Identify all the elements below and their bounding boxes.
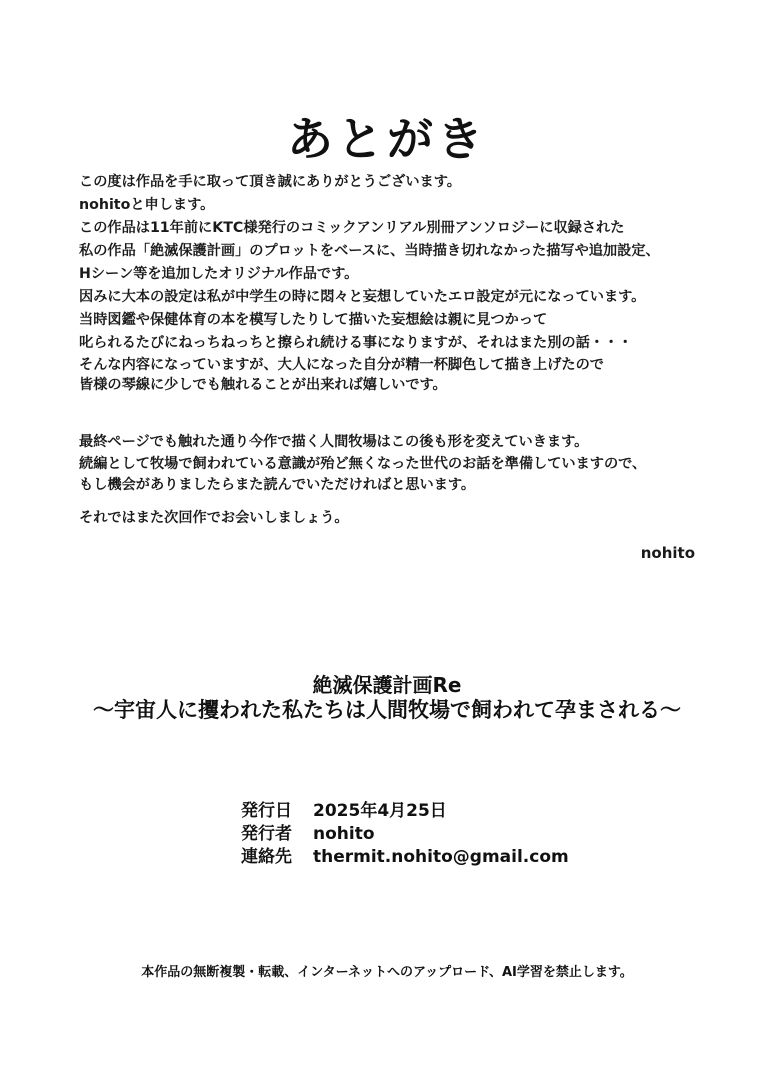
copyright-notice: 本作品の無断複製・転載、インターネットへのアップロード、AI学習を禁止します。 [141,965,633,980]
text-line: そんな内容になっていますが、大人になった自分が精一杯脚色して描き上げたので [79,357,604,373]
text-line: 叱られるたびにねっちねっちと擦られ続ける事になりますが、それはまた別の話・・・ [79,335,633,351]
colophon-row-publisher [241,823,569,846]
colophon-value: nohito [313,824,375,844]
author-signature: nohito [640,544,695,562]
colophon-label: 発行者 [241,824,292,844]
colophon-value: thermit.nohito@gmail.com [313,847,569,867]
colophon-value: 2025年4月25日 [313,801,447,821]
afterword-paragraph-2 [79,432,719,497]
colophon-label: 発行日 [241,801,292,821]
text-line: 最終ページでも触れた通り今作で描く人間牧場はこの後も形を変えていきます。 [79,434,589,450]
text-line: 因みに大本の設定は私が中学生の時に悶々と妄想していたエロ設定が元になっています。 [79,289,646,305]
text-line: 皆様の琴線に少しでも触れることが出来れば嬉しいです。 [79,377,447,393]
text-line: もし機会がありましたらまた読んでいただければと思います。 [79,477,476,493]
page-title: あとがき [287,111,487,166]
closing-line: それではまた次回作でお会いしましょう。 [79,510,349,526]
text-line: 当時図鑑や保健体育の本を模写したりして描いた妄想絵は親に見つかって [79,312,548,328]
colophon-row-contact [241,846,569,869]
colophon-label: 連絡先 [241,847,292,867]
colophon-row-date [241,800,569,823]
colophon [241,800,569,869]
text-line: この作品は11年前にKTC様発行のコミックアンリアル別冊アンソロジーに収録された [79,220,625,236]
afterword-paragraph-1 [79,171,719,395]
text-line: この度は作品を手に取って頂き誠にありがとうございます。 [79,174,461,190]
book-subtitle: 〜宇宙人に攫われた私たちは人間牧場で飼われて孕まされる〜 [93,698,681,722]
text-line: Hシーン等を追加したオリジナル作品です。 [79,266,359,282]
book-title: 絶滅保護計画Re [312,673,462,697]
text-line: 続編として牧場で飼われている意識が殆ど無くなった世代のお話を準備していますので、 [79,455,647,472]
text-line: 私の作品「絶滅保護計画」のプロットをベースに、当時描き切れなかった描写や追加設定、 [79,243,660,259]
text-line: nohitoと申します。 [79,197,215,213]
